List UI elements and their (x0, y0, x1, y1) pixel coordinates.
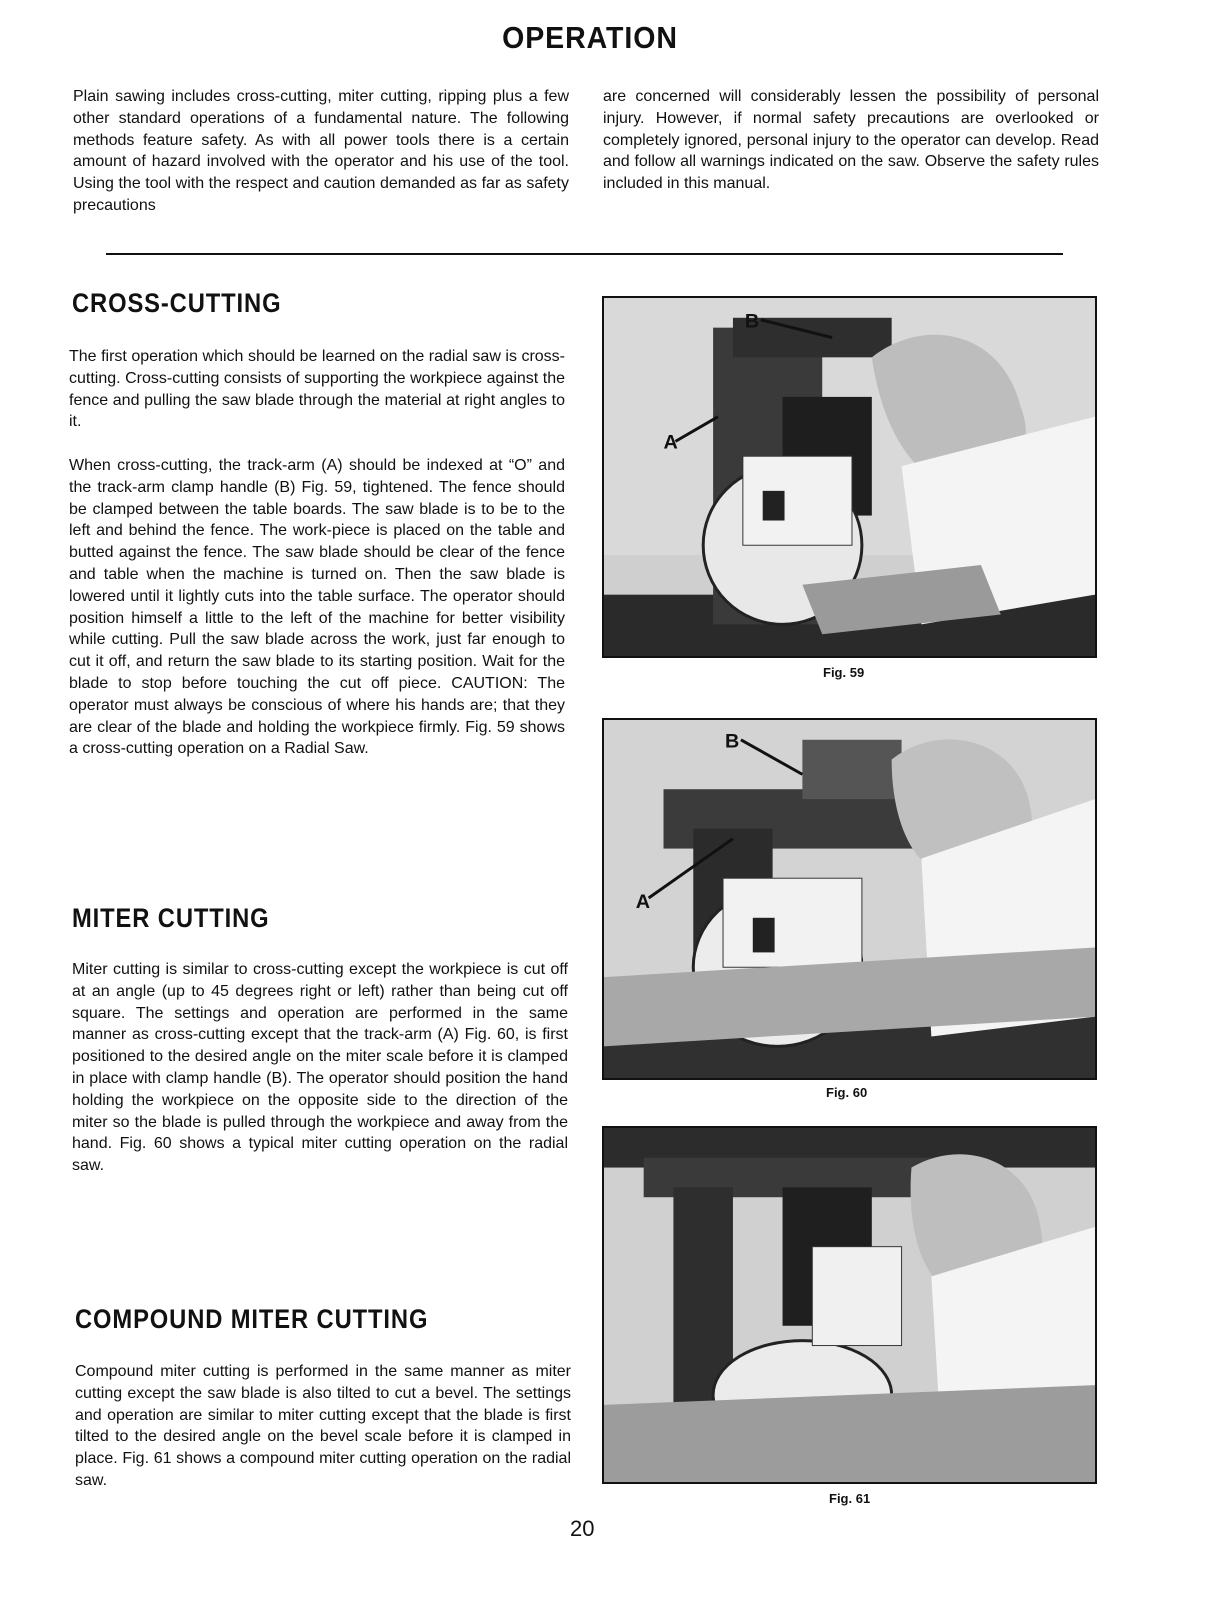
miter-cutting-para: Miter cutting is similar to cross-cutting except the workpiece is cut off at an angle (up to 45 degrees right or left) rather than being cut off square. The settings and operation are performed in the same manner as cross-cutting except that the track-arm (A) Fig. 60, is first positioned to the desired angle on the miter scale before it is clamped in place with clamp handle (B). The operator should position the hand holding the workpiece on the opposite side to the direction of the miter so the blade is pulled through the workpiece and away from the hand. Fig. 60 shows a typical miter cutting operation on the radial saw. (72, 961, 568, 1175)
cross-cutting-para-2: When cross-cutting, the track-arm (A) should be indexed at “O” and the track-arm clamp handle (B) Fig. 59, tightened. The fence should be clamped between the table boards. The saw blade is to be to the left and behind the fence. The work-piece is placed on the table and butted against the fence. The saw blade should be clear of the fence and table when the machine is turned on. Then the saw blade is lowered until it lightly cuts into the table surface. The operator should position himself a little to the left of the machine for better visibility while cutting. Pull the saw blade across the work, just far enough to cut it off, and return the saw blade to its starting position. Wait for the blade to stop before touching the cut off piece. CAUTION: The operator must always be conscious of where his hands are; that they are clear of the blade and holding the workpiece firmly. Fig. 59 shows a cross-cutting operation on a Radial Saw. (69, 457, 565, 758)
fig-59-caption: Fig. 59 (823, 665, 865, 680)
compound-miter-heading: COMPOUND MITER CUTTING (75, 1304, 429, 1334)
cross-cutting-para-1: The first operation which should be learned on the radial saw is cross-cutting. Cross-cutting consists of supporting the workpiece against the fence and pulling the saw blade through the material at right angles to it. (69, 348, 565, 431)
compound-miter-para: Compound miter cutting is performed in the same manner as miter cutting except the saw blade is also tilted to cut a bevel. The settings and operation are similar to miter cutting except that the blade is first tilted to the desired angle on the bevel scale before it is clamped in place. Fig. 61 shows a compound miter cutting operation on the radial saw. (75, 1363, 571, 1489)
intro-left-column: Plain sawing includes cross-cutting, miter cutting, ripping plus a few other standard operations of a fundamental nature. The following methods feature safety. As with all power tools there is a certain amount of hazard involved with the operator and his use of the tool. Using the tool with the respect and caution demanded as far as safety precautions (73, 88, 569, 214)
page-title: OPERATION (502, 20, 678, 55)
miter-cutting-heading: MITER CUTTING (72, 903, 270, 933)
radial-saw-photo-61 (604, 1128, 1095, 1482)
fig-59-label-b: B (744, 310, 760, 333)
fig-59-label-a: A (663, 431, 678, 454)
fig-59-photo (602, 296, 1097, 658)
fig-61-caption: Fig. 61 (829, 1491, 871, 1506)
radial-saw-photo-59 (604, 298, 1095, 656)
fig-61-photo (602, 1126, 1097, 1484)
cross-cutting-heading: CROSS-CUTTING (72, 288, 282, 318)
fig-60-caption: Fig. 60 (826, 1085, 868, 1100)
fig-60-label-a: A (635, 890, 651, 913)
intro-right-column: are concerned will considerably lessen the possibility of personal injury. However, if normal safety precautions are overlooked or completely ignored, personal injury to the operator can develop. Read and follow all warnings indicated on the saw. Observe the safety rules included in this manual. (603, 88, 1099, 193)
section-divider (106, 253, 1063, 255)
fig-60-photo (602, 718, 1097, 1080)
radial-saw-photo-60 (604, 720, 1095, 1078)
fig-60-label-b: B (725, 730, 740, 753)
page-number: 20 (570, 1516, 595, 1541)
